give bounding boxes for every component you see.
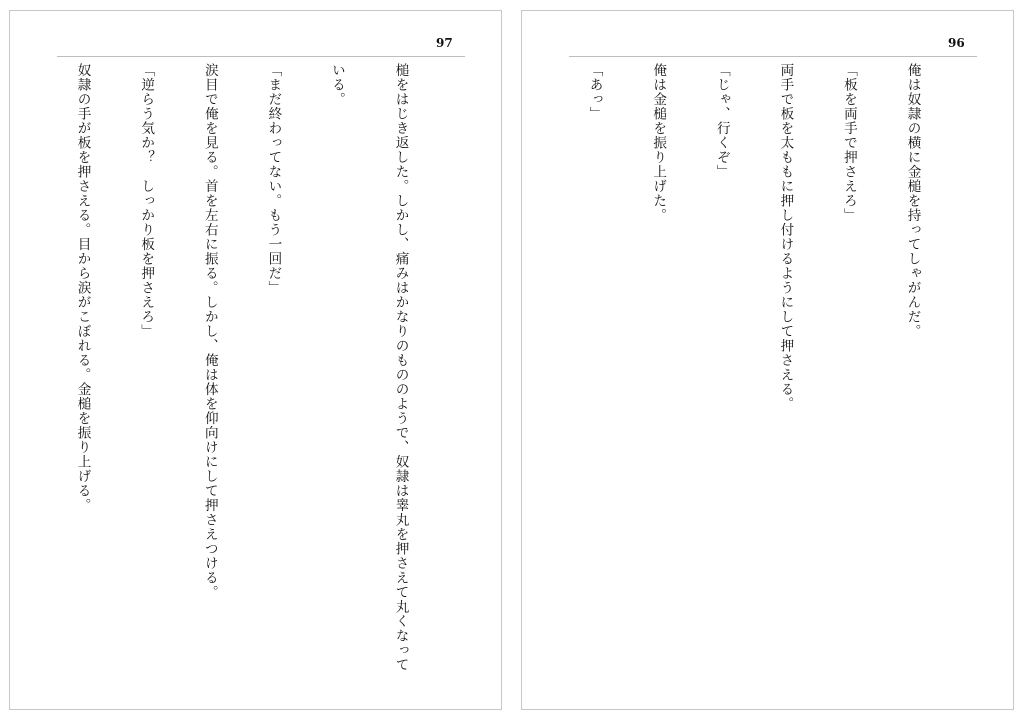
text-line: 「板を両手で押さえろ」 [840, 63, 857, 223]
text-line: 両手で板を太ももに押し付けるようにして押さえる。 [777, 63, 794, 411]
page-number: 97 [436, 36, 453, 50]
text-line: 俺は金槌を振り上げた。 [650, 63, 667, 223]
page-body-text [63, 63, 453, 683]
page-right [521, 10, 1014, 710]
text-line: 槌をはじき返した。しかし、痛みはかなりのもののようで、奴隷は睾丸を押さえて丸くなって [392, 63, 409, 672]
text-line: いる。 [328, 63, 345, 107]
header-rule [57, 56, 465, 57]
text-line: 「逆らう気か？ しっかり板を押さえろ」 [138, 63, 155, 339]
page-left [9, 10, 502, 710]
header-rule [569, 56, 977, 57]
text-line: 俺は奴隷の横に金槌を持ってしゃがんだ。 [904, 63, 921, 339]
text-line: 涙目で俺を見る。首を左右に振る。しかし、俺は体を仰向けにして押さえつける。 [201, 63, 218, 600]
page-body-text [585, 63, 965, 683]
text-line: 「まだ終わってない。もう一回だ」 [265, 63, 282, 295]
text-line: 奴隷の手が板を押さえる。目から涙がこぼれる。金槌を振り上げる。 [74, 63, 91, 513]
text-line: 「あっ」 [586, 63, 603, 121]
text-line: 「じゃ、行くぞ」 [713, 63, 730, 179]
page-number: 96 [948, 36, 965, 50]
